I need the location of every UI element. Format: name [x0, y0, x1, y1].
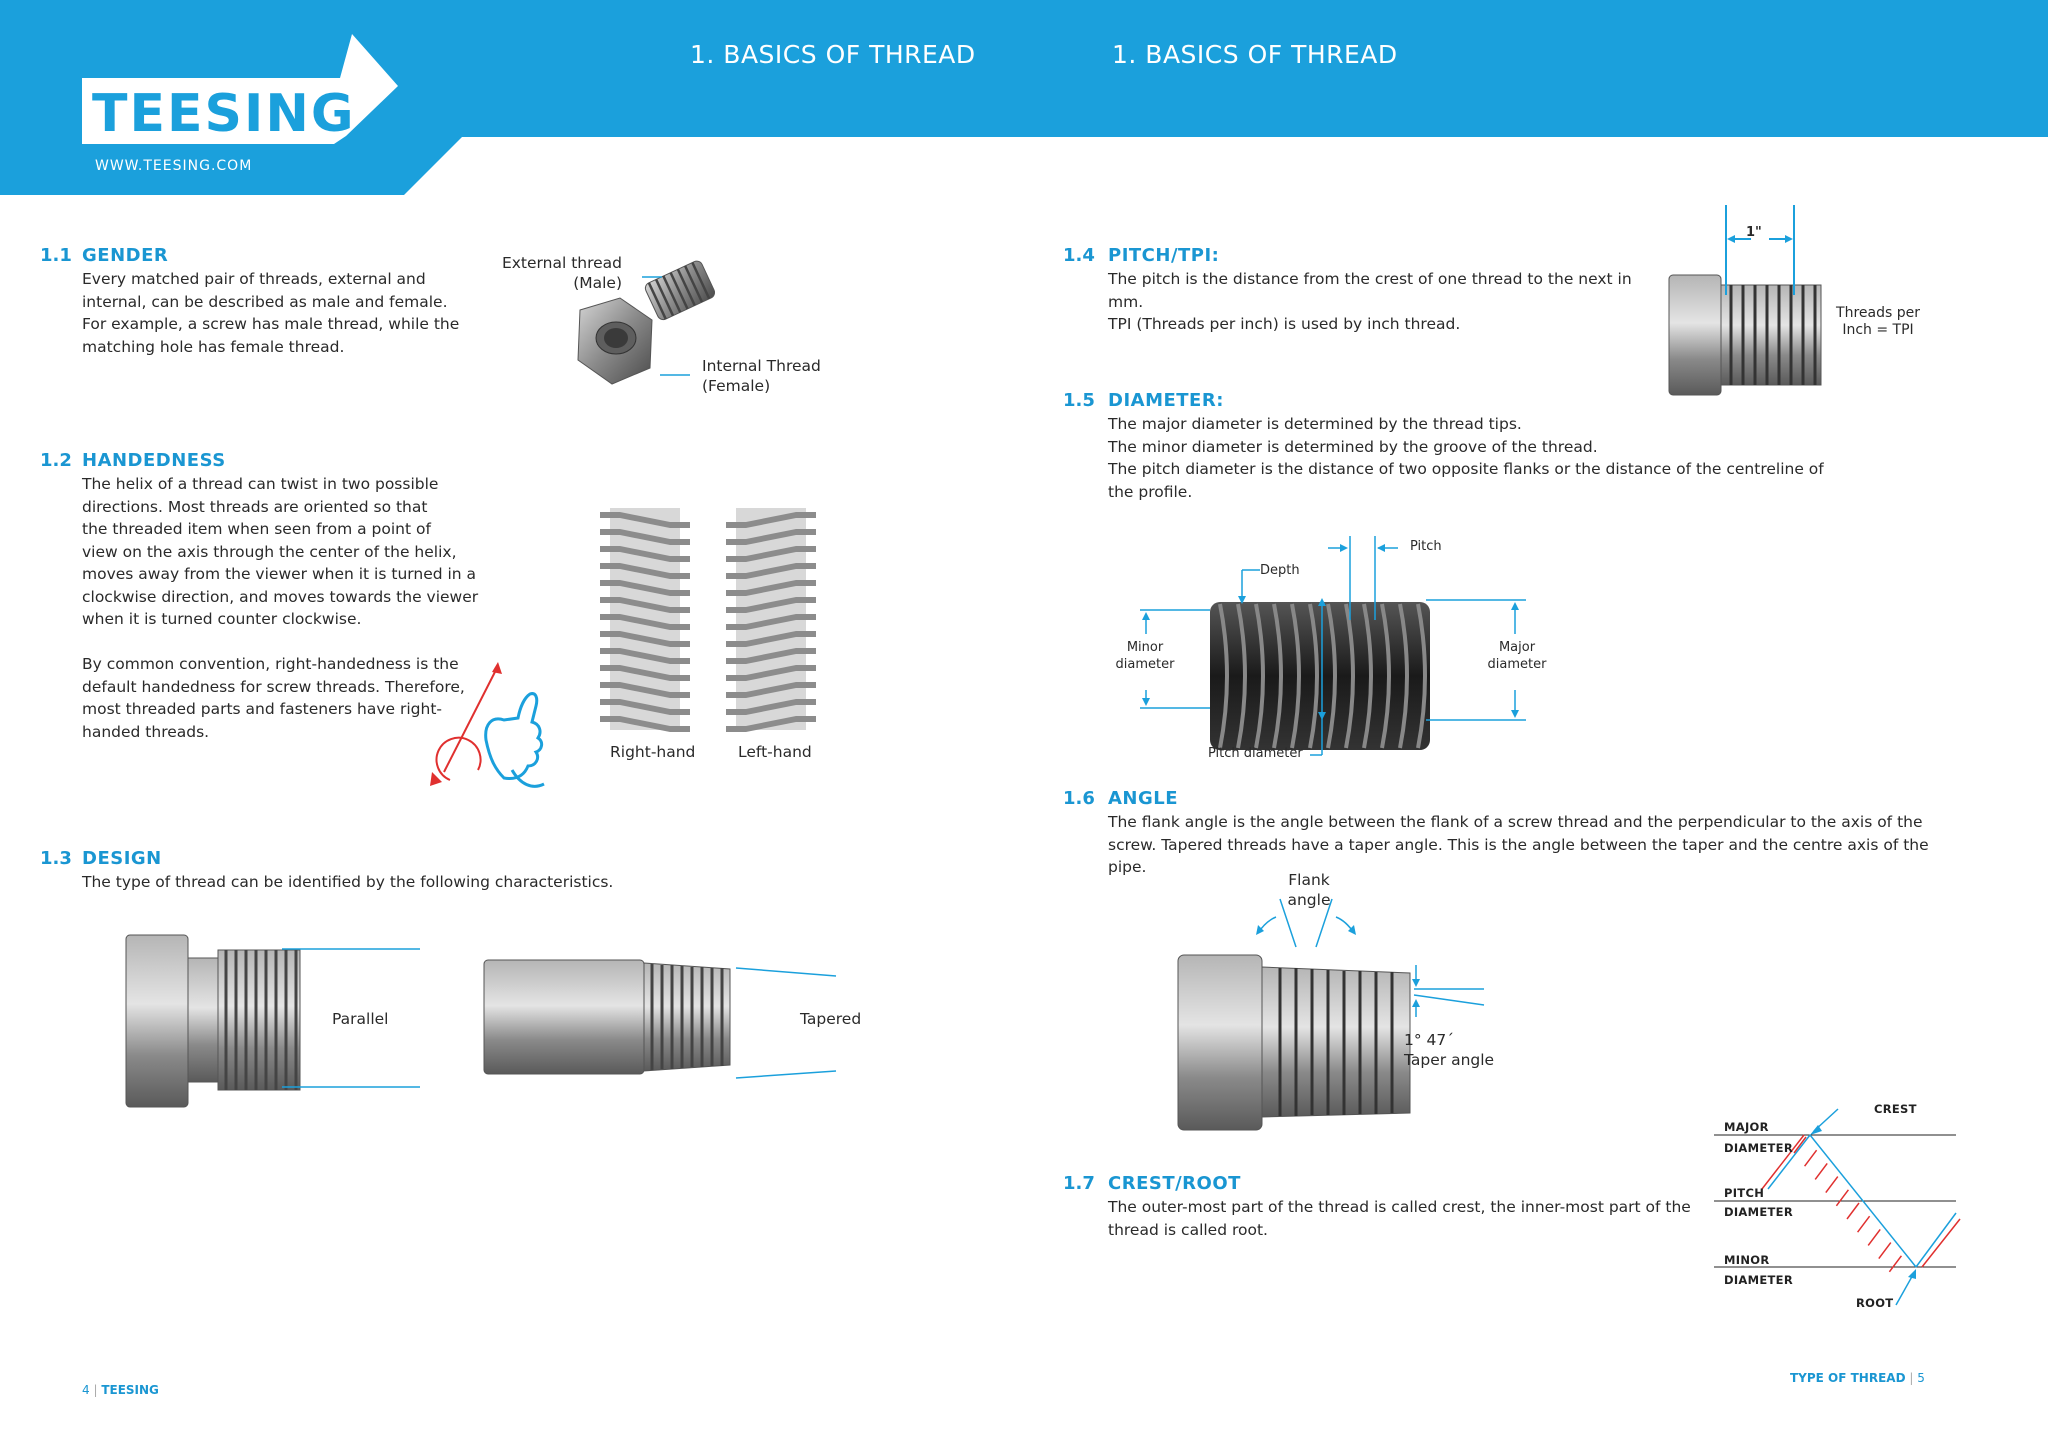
angle-fitting-illustration — [1170, 895, 1490, 1135]
pitch-text: The pitch is the distance from the crest of one thread to the next in mm. TPI (Threads per inch) is used by inch thread. — [1108, 270, 1632, 333]
footer-brand: TEESING — [101, 1383, 159, 1397]
right-hand-rule-icon — [420, 660, 570, 800]
root-label: ROOT — [1856, 1296, 1894, 1310]
pitch-diameter-tag-2: DIAMETER — [1724, 1205, 1793, 1219]
section-title-pitch: PITCH/TPI: — [1108, 245, 1220, 266]
teesing-logo: TEESING — [92, 84, 356, 144]
chapter-title-left: 1. BASICS OF THREAD — [690, 40, 976, 69]
gender-text: Every matched pair of threads, external and internal, can be described as male and female. For example, a screw has male thread, while the matching hole has female thread. — [82, 270, 460, 356]
section-number: 1.2 — [40, 450, 72, 471]
crest-label: CREST — [1874, 1102, 1917, 1116]
handedness-text: The helix of a thread can twist in two possible directions. Most threads are oriented so that the threaded item when seen from a point of view on the axis through the center of the helix, moves away from the viewer when it is turned in a clockwise direction, and moves towards the viewer when it is turned counter clockwise. By common convention, right-handedness is the default handedness for screw threads. Therefore, most threaded parts and fasteners have right- handed threads. — [82, 475, 479, 741]
one-inch-label: 1" — [1746, 225, 1762, 240]
parallel-label: Parallel — [332, 1010, 389, 1028]
chapter-title-right: 1. BASICS OF THREAD — [1112, 40, 1398, 69]
footer-right: TYPE OF THREAD | 5 — [1790, 1371, 1925, 1385]
major-diameter-tag-1: MAJOR — [1724, 1120, 1769, 1134]
section-title-diameter: DIAMETER: — [1108, 390, 1224, 411]
pitch-label: Pitch — [1410, 539, 1442, 554]
section-title-angle: ANGLE — [1108, 788, 1179, 809]
minor-diameter-tag-2: DIAMETER — [1724, 1273, 1793, 1287]
diameter-text: The major diameter is determined by the thread tips. The minor diameter is determined by the groove of the thread. The pitch diameter is the distance of two opposite flanks or the distance of the centreline of the profile. — [1108, 415, 1824, 501]
pitch-diameter-tag-1: PITCH — [1724, 1186, 1765, 1200]
section-number: 1.5 — [1063, 390, 1095, 411]
taper-angle-label: 1° 47´ Taper angle — [1404, 1031, 1495, 1069]
section-title-gender: GENDER — [82, 245, 169, 266]
section-number: 1.3 — [40, 848, 72, 869]
section-title-handedness: HANDEDNESS — [82, 450, 226, 471]
left-hand-thread-illustration — [726, 508, 816, 730]
major-diameter-label: Major diameter — [1487, 640, 1547, 672]
flank-angle-label: Flank angle — [1287, 871, 1331, 909]
section-number: 1.7 — [1063, 1173, 1095, 1194]
left-hand-label: Left-hand — [738, 743, 812, 761]
angle-text: The flank angle is the angle between the flank of a screw thread and the perpendicular to the axis of the screw. Tapered threads have a taper angle. This is the angle between the taper and the centre axis of the pipe. — [1108, 813, 1929, 876]
section-title-design: DESIGN — [82, 848, 162, 869]
major-diameter-tag-2: DIAMETER — [1724, 1141, 1793, 1155]
internal-thread-label: Internal Thread (Female) — [702, 357, 821, 395]
external-thread-label: External thread (Male) — [501, 254, 622, 292]
tapered-label: Tapered — [800, 1010, 862, 1028]
pitch-diameter-label: Pitch diameter — [1208, 746, 1303, 761]
section-number: 1.4 — [1063, 245, 1095, 266]
tpi-fitting-illustration — [1665, 205, 1825, 395]
design-text: The type of thread can be identified by the following characteristics. — [82, 873, 614, 891]
right-hand-thread-illustration — [600, 508, 690, 730]
footer-left: 4 | TEESING — [82, 1383, 159, 1397]
section-title-crest-root: CREST/ROOT — [1108, 1173, 1241, 1194]
crest-root-text: The outer-most part of the thread is called crest, the inner-most part of the thread is called root. — [1108, 1198, 1691, 1239]
tpi-label: Threads per Inch = TPI — [1836, 305, 1920, 338]
footer-section-name: TYPE OF THREAD — [1790, 1371, 1906, 1385]
section-number: 1.6 — [1063, 788, 1095, 809]
minor-diameter-tag-1: MINOR — [1724, 1253, 1770, 1267]
footer-page-number-left: 4 — [82, 1383, 90, 1397]
right-hand-label: Right-hand — [610, 743, 696, 761]
depth-label: Depth — [1260, 563, 1300, 578]
footer-page-number-right: 5 — [1917, 1371, 1925, 1385]
section-number: 1.1 — [40, 245, 72, 266]
tapered-thread-fitting-illustration — [480, 955, 840, 1085]
website-url: WWW.TEESING.COM — [95, 158, 253, 174]
minor-diameter-label: Minor diameter — [1115, 640, 1175, 672]
